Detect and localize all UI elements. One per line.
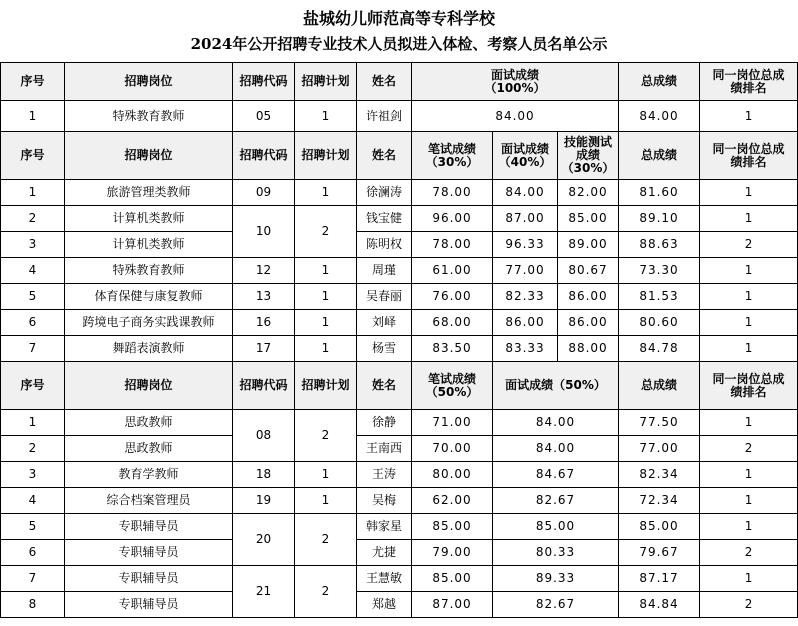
- cell-position: 旅游管理类教师: [65, 180, 233, 206]
- table-row: [1, 310, 798, 336]
- cell-interview: 82.67: [493, 488, 619, 514]
- cell-seq: 2: [1, 206, 65, 232]
- section3-header-row: [1, 362, 798, 410]
- header-position: 招聘岗位: [65, 362, 233, 410]
- cell-rank: 1: [700, 284, 798, 310]
- header-plan: 招聘计划: [295, 132, 357, 180]
- table-row: [1, 514, 798, 540]
- document-subtitle: 2024年公开招聘专业技术人员拟进入体检、考察人员名单公示: [190, 35, 608, 53]
- cell-code: 19: [233, 488, 295, 514]
- cell-interview: 96.33: [493, 232, 558, 258]
- cell-name: 郑越: [357, 592, 412, 618]
- cell-written: 71.00: [412, 410, 493, 436]
- table-row: [1, 566, 798, 592]
- cell-total: 82.34: [619, 462, 700, 488]
- cell-seq: 1: [1, 410, 65, 436]
- cell-skill: 82.00: [558, 180, 619, 206]
- cell-total: 87.17: [619, 566, 700, 592]
- cell-seq: 6: [1, 540, 65, 566]
- cell-plan: 1: [295, 101, 357, 132]
- cell-name: 王南西: [357, 436, 412, 462]
- cell-total: 73.30: [619, 258, 700, 284]
- cell-name: 徐澜涛: [357, 180, 412, 206]
- cell-name: 钱宝健: [357, 206, 412, 232]
- cell-total: 81.53: [619, 284, 700, 310]
- cell-total: 84.00: [619, 101, 700, 132]
- cell-name: 尤捷: [357, 540, 412, 566]
- cell-rank: 1: [700, 514, 798, 540]
- table-row: [1, 284, 798, 310]
- cell-interview: 84.00: [493, 180, 558, 206]
- header-total: 总成绩: [619, 132, 700, 180]
- cell-total: 84.84: [619, 592, 700, 618]
- cell-total: 80.60: [619, 310, 700, 336]
- cell-total: 79.67: [619, 540, 700, 566]
- table-row: [1, 232, 798, 258]
- cell-name: 王慧敏: [357, 566, 412, 592]
- header-rank: 同一岗位总成绩排名: [700, 362, 798, 410]
- cell-position: 思政教师: [65, 410, 233, 436]
- cell-plan: 2: [295, 566, 357, 618]
- header-position: 招聘岗位: [65, 132, 233, 180]
- cell-position: 综合档案管理员: [65, 488, 233, 514]
- cell-interview: 82.33: [493, 284, 558, 310]
- cell-total: 77.00: [619, 436, 700, 462]
- cell-total: 88.63: [619, 232, 700, 258]
- cell-rank: 1: [700, 336, 798, 362]
- cell-total: 72.34: [619, 488, 700, 514]
- cell-written: 96.00: [412, 206, 493, 232]
- cell-written: 61.00: [412, 258, 493, 284]
- cell-position: 跨境电子商务实践课教师: [65, 310, 233, 336]
- cell-interview: 82.67: [493, 592, 619, 618]
- cell-interview: 83.33: [493, 336, 558, 362]
- header-written: 笔试成绩（50%）: [412, 362, 493, 410]
- cell-code: 20: [233, 514, 295, 566]
- header-position: 招聘岗位: [65, 63, 233, 101]
- header-plan: 招聘计划: [295, 362, 357, 410]
- header-code: 招聘代码: [233, 132, 295, 180]
- cell-skill: 88.00: [558, 336, 619, 362]
- cell-code: 08: [233, 410, 295, 462]
- document-title: 盐城幼儿师范高等专科学校: [302, 9, 495, 28]
- cell-seq: 3: [1, 232, 65, 258]
- cell-written: 78.00: [412, 232, 493, 258]
- cell-seq: 2: [1, 436, 65, 462]
- cell-written: 70.00: [412, 436, 493, 462]
- cell-rank: 1: [700, 180, 798, 206]
- cell-seq: 6: [1, 310, 65, 336]
- cell-written: 80.00: [412, 462, 493, 488]
- cell-rank: 1: [700, 410, 798, 436]
- cell-rank: 1: [700, 462, 798, 488]
- cell-rank: 2: [700, 592, 798, 618]
- cell-interview: 84.67: [493, 462, 619, 488]
- header-seq: 序号: [1, 132, 65, 180]
- cell-rank: 1: [700, 310, 798, 336]
- cell-position: 特殊教育教师: [65, 258, 233, 284]
- cell-plan: 2: [295, 514, 357, 566]
- table-row: [1, 540, 798, 566]
- cell-code: 12: [233, 258, 295, 284]
- section1-header-row: [1, 63, 798, 101]
- cell-seq: 8: [1, 592, 65, 618]
- cell-name: 徐静: [357, 410, 412, 436]
- cell-position: 专职辅导员: [65, 540, 233, 566]
- cell-skill: 86.00: [558, 284, 619, 310]
- cell-interview: 84.00: [493, 436, 619, 462]
- header-total: 总成绩: [619, 362, 700, 410]
- cell-written: 78.00: [412, 180, 493, 206]
- cell-code: 18: [233, 462, 295, 488]
- cell-position: 计算机类教师: [65, 206, 233, 232]
- cell-seq: 1: [1, 101, 65, 132]
- header-total: 总成绩: [619, 63, 700, 101]
- cell-total: 85.00: [619, 514, 700, 540]
- table-row: [1, 336, 798, 362]
- table-row: [1, 488, 798, 514]
- cell-code: 13: [233, 284, 295, 310]
- cell-interview: 77.00: [493, 258, 558, 284]
- cell-written: 79.00: [412, 540, 493, 566]
- cell-seq: 7: [1, 336, 65, 362]
- cell-total: 84.78: [619, 336, 700, 362]
- header-name: 姓名: [357, 362, 412, 410]
- cell-plan: 1: [295, 180, 357, 206]
- header-interview: 面试成绩（50%）: [493, 362, 619, 410]
- cell-code: 17: [233, 336, 295, 362]
- cell-skill: 86.00: [558, 310, 619, 336]
- table-row: [1, 436, 798, 462]
- cell-plan: 2: [295, 206, 357, 258]
- table-row: [1, 206, 798, 232]
- header-written: 笔试成绩（30%）: [412, 132, 493, 180]
- table-row: [1, 101, 798, 132]
- cell-skill: 80.67: [558, 258, 619, 284]
- cell-total: 81.60: [619, 180, 700, 206]
- cell-interview: 86.00: [493, 310, 558, 336]
- cell-seq: 3: [1, 462, 65, 488]
- header-interview: 面试成绩（40%）: [493, 132, 558, 180]
- cell-position: 体育保健与康复教师: [65, 284, 233, 310]
- cell-code: 09: [233, 180, 295, 206]
- cell-position: 专职辅导员: [65, 514, 233, 540]
- table-row: [1, 258, 798, 284]
- cell-written: 68.00: [412, 310, 493, 336]
- cell-written: 62.00: [412, 488, 493, 514]
- cell-position: 特殊教育教师: [65, 101, 233, 132]
- cell-seq: 7: [1, 566, 65, 592]
- cell-rank: 1: [700, 258, 798, 284]
- cell-total: 89.10: [619, 206, 700, 232]
- cell-seq: 1: [1, 180, 65, 206]
- header-interview: 面试成绩（100%）: [412, 63, 619, 101]
- results-table: [0, 62, 798, 618]
- cell-rank: 1: [700, 566, 798, 592]
- cell-plan: 1: [295, 462, 357, 488]
- cell-skill: 89.00: [558, 232, 619, 258]
- cell-plan: 1: [295, 258, 357, 284]
- cell-written: 85.00: [412, 514, 493, 540]
- cell-skill: 85.00: [558, 206, 619, 232]
- cell-name: 杨雪: [357, 336, 412, 362]
- section2-header-row: [1, 132, 798, 180]
- cell-name: 许祖剑: [357, 101, 412, 132]
- cell-plan: 1: [295, 310, 357, 336]
- cell-name: 周瑾: [357, 258, 412, 284]
- cell-plan: 1: [295, 284, 357, 310]
- cell-rank: 2: [700, 540, 798, 566]
- cell-written: 76.00: [412, 284, 493, 310]
- header-name: 姓名: [357, 63, 412, 101]
- cell-code: 10: [233, 206, 295, 258]
- header-code: 招聘代码: [233, 63, 295, 101]
- cell-interview: 87.00: [493, 206, 558, 232]
- cell-position: 专职辅导员: [65, 566, 233, 592]
- cell-name: 韩家星: [357, 514, 412, 540]
- cell-plan: 1: [295, 336, 357, 362]
- cell-code: 16: [233, 310, 295, 336]
- cell-rank: 1: [700, 206, 798, 232]
- cell-position: 思政教师: [65, 436, 233, 462]
- cell-written: 83.50: [412, 336, 493, 362]
- cell-plan: 1: [295, 488, 357, 514]
- cell-seq: 4: [1, 488, 65, 514]
- cell-name: 王涛: [357, 462, 412, 488]
- header-code: 招聘代码: [233, 362, 295, 410]
- cell-rank: 1: [700, 101, 798, 132]
- table-row: [1, 462, 798, 488]
- cell-interview: 89.33: [493, 566, 619, 592]
- cell-seq: 5: [1, 514, 65, 540]
- header-name: 姓名: [357, 132, 412, 180]
- cell-rank: 2: [700, 436, 798, 462]
- cell-interview: 84.00: [493, 410, 619, 436]
- cell-interview: 85.00: [493, 514, 619, 540]
- cell-position: 舞蹈表演教师: [65, 336, 233, 362]
- cell-position: 教育学教师: [65, 462, 233, 488]
- cell-code: 21: [233, 566, 295, 618]
- table-row: [1, 410, 798, 436]
- cell-name: 刘峄: [357, 310, 412, 336]
- cell-name: 吴春丽: [357, 284, 412, 310]
- table-row: [1, 180, 798, 206]
- cell-rank: 2: [700, 232, 798, 258]
- header-plan: 招聘计划: [295, 63, 357, 101]
- cell-name: 吴梅: [357, 488, 412, 514]
- header-seq: 序号: [1, 63, 65, 101]
- cell-code: 05: [233, 101, 295, 132]
- cell-seq: 4: [1, 258, 65, 284]
- cell-name: 陈明权: [357, 232, 412, 258]
- cell-interview: 84.00: [412, 101, 619, 132]
- table-row: [1, 592, 798, 618]
- cell-written: 87.00: [412, 592, 493, 618]
- cell-interview: 80.33: [493, 540, 619, 566]
- header-seq: 序号: [1, 362, 65, 410]
- cell-total: 77.50: [619, 410, 700, 436]
- cell-position: 计算机类教师: [65, 232, 233, 258]
- cell-seq: 5: [1, 284, 65, 310]
- header-rank: 同一岗位总成绩排名: [700, 63, 798, 101]
- cell-written: 85.00: [412, 566, 493, 592]
- cell-plan: 2: [295, 410, 357, 462]
- cell-position: 专职辅导员: [65, 592, 233, 618]
- header-skill: 技能测试成绩（30%）: [558, 132, 619, 180]
- cell-rank: 1: [700, 488, 798, 514]
- header-rank: 同一岗位总成绩排名: [700, 132, 798, 180]
